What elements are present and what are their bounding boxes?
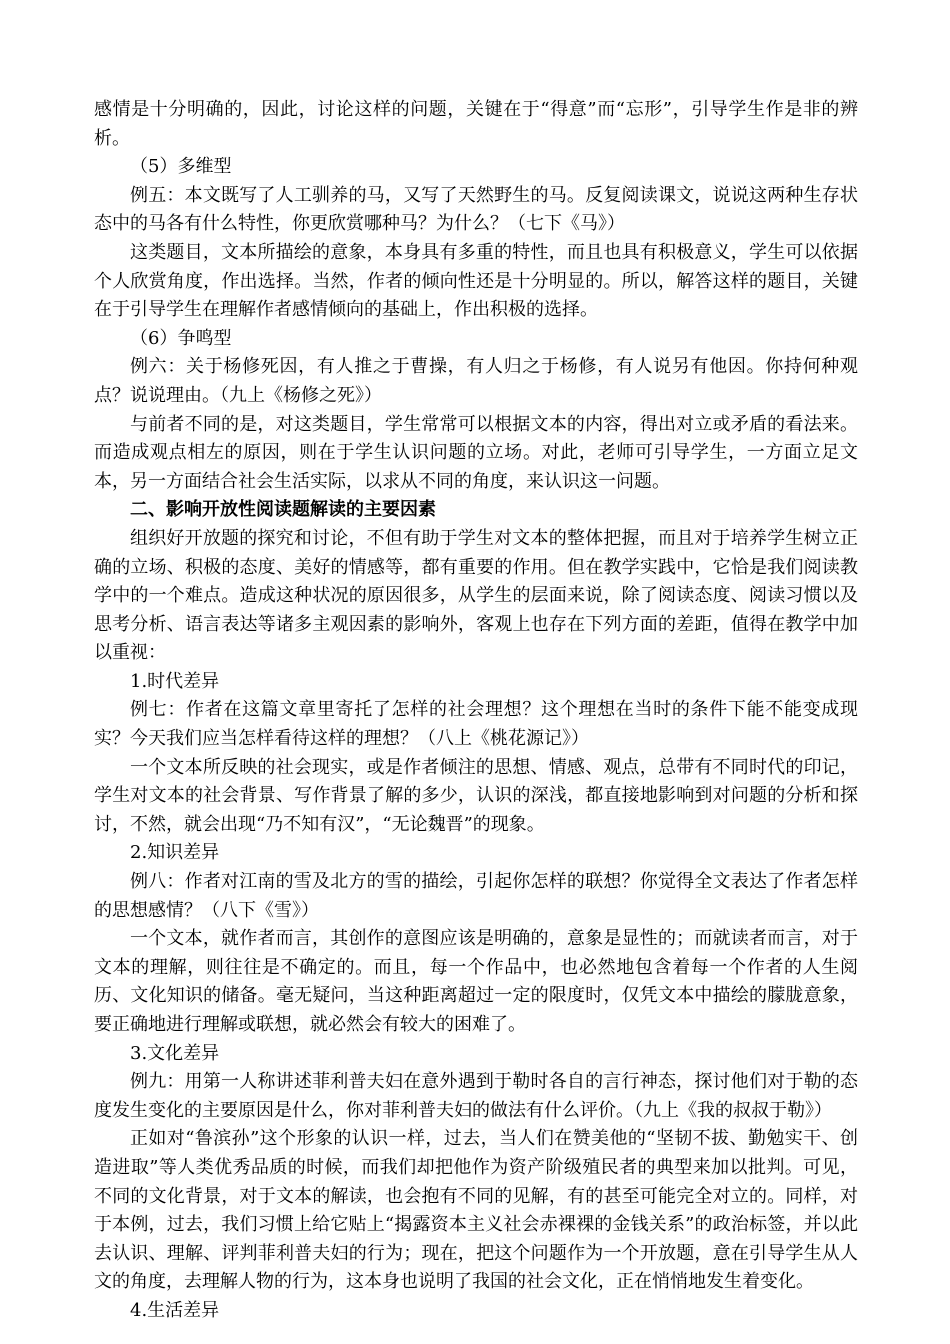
paragraph-explanation-7: 一个文本所反映的社会现实，或是作者倾注的思想、情感、观点，总带有不同时代的印记，学生对文本的社会背景、写作背景了解的多少，认识的深浅，都直接地影响到对问题的分析和探讨，不然，就会出现“乃不知有汉”，“无论魏晋”的现象。 bbox=[94, 756, 858, 835]
paragraph-section-intro: 组织好开放题的探究和讨论，不但有助于学生对文本的整体把握，而且对于培养学生树立正确的立场、积极的态度、美好的情感等，都有重要的作用。但在教学实践中，它恰是我们阅读教学中的一个难点。造成这种状况的原因很多，从学生的层面来说，除了阅读态度、阅读习惯以及思考分析、语言表达等诸多主观因素的影响外，客观上也存在下列方面的差距，值得在教学中加以重视： bbox=[94, 527, 858, 664]
document-page bbox=[94, 96, 858, 1326]
subheading-culture-difference: 3.文化差异 bbox=[130, 1042, 220, 1064]
example-5: 例五：本文既写了人工驯养的马，又写了天然野生的马。反复阅读课文，说说这两种生存状态中的马各有什么特性，你更欣赏哪种马？为什么？（七下《马》） bbox=[94, 184, 858, 235]
subheading-debate: （6）争鸣型 bbox=[130, 327, 232, 349]
subheading-knowledge-difference: 2.知识差异 bbox=[130, 842, 220, 864]
paragraph-explanation-6: 与前者不同的是，对这类题目，学生常常可以根据文本的内容，得出对立或矛盾的看法来。而造成观点相左的原因，则在于学生认识问题的立场。对此，老师可引导学生，一方面立足文本，另一方面结合社会生活实际，以求从不同的角度，来认识这一问题。 bbox=[94, 413, 858, 492]
subheading-era-difference: 1.时代差异 bbox=[130, 670, 220, 692]
example-6: 例六：关于杨修死因，有人推之于曹操，有人归之于杨修，有人说另有他因。你持何种观点？说说理由。（九上《杨修之死》） bbox=[94, 356, 858, 406]
example-9: 例九：用第一人称讲述菲利普夫妇在意外遇到于勒时各自的言行神态，探讨他们对于勒的态度发生变化的主要原因是什么，你对菲利普夫妇的做法有什么评价。（九上《我的叔叔于勒》） bbox=[94, 1071, 858, 1121]
paragraph-continuation: 感情是十分明确的，因此，讨论这样的问题，关键在于“得意”而“忘形”，引导学生作是非的辨析。 bbox=[94, 99, 858, 149]
paragraph-explanation-9: 正如对“鲁滨孙”这个形象的认识一样，过去，当人们在赞美他的“坚韧不拔、勤勉实干、创造进取”等人类优秀品质的时候，而我们却把他作为资产阶级殖民者的典型来加以批判。可见，不同的文化背景，对于文本的解读，也会抱有不同的见解，有的甚至可能完全对立的。同样，对于本例，过去，我们习惯上给它贴上“揭露资本主义社会赤裸裸的金钱关系”的政治标签，并以此去认识、理解、评判菲利普夫妇的行为；现在，把这个问题作为一个开放题，意在引导学生从人文的角度，去理解人物的行为，这本身也说明了我国的社会文化，正在悄悄地发生着变化。 bbox=[94, 1128, 858, 1293]
subheading-life-difference: 4.生活差异 bbox=[130, 1299, 220, 1321]
example-8: 例八：作者对江南的雪及北方的雪的描绘，引起你怎样的联想？你觉得全文表达了作者怎样的思想感情？（八下《雪》） bbox=[94, 871, 858, 921]
example-7: 例七：作者在这篇文章里寄托了怎样的社会理想？这个理想在当时的条件下能不能变成现实？今天我们应当怎样看待这样的理想？（八上《桃花源记》） bbox=[94, 699, 858, 750]
section-heading-2: 二、影响开放性阅读题解读的主要因素 bbox=[130, 499, 436, 521]
paragraph-explanation-8: 一个文本，就作者而言，其创作的意图应该是明确的，意象是显性的；而就读者而言，对于文本的理解，则往往是不确定的。而且，每一个作品中，也必然地包含着每一个作者的人生阅历、文化知识的储备。毫无疑问，当这种距离超过一定的限度时，仅凭文本中描绘的朦胧意象，要正确地进行理解或联想，就必然会有较大的困难了。 bbox=[94, 928, 858, 1035]
paragraph-explanation-5: 这类题目，文本所描绘的意象，本身具有多重的特性，而且也具有积极意义，学生可以依据个人欣赏角度，作出选择。当然，作者的倾向性还是十分明显的。所以，解答这样的题目，关键在于引导学生在理解作者感情倾向的基础上，作出积极的选择。 bbox=[94, 241, 858, 321]
subheading-multidimensional: （5）多维型 bbox=[130, 156, 232, 178]
